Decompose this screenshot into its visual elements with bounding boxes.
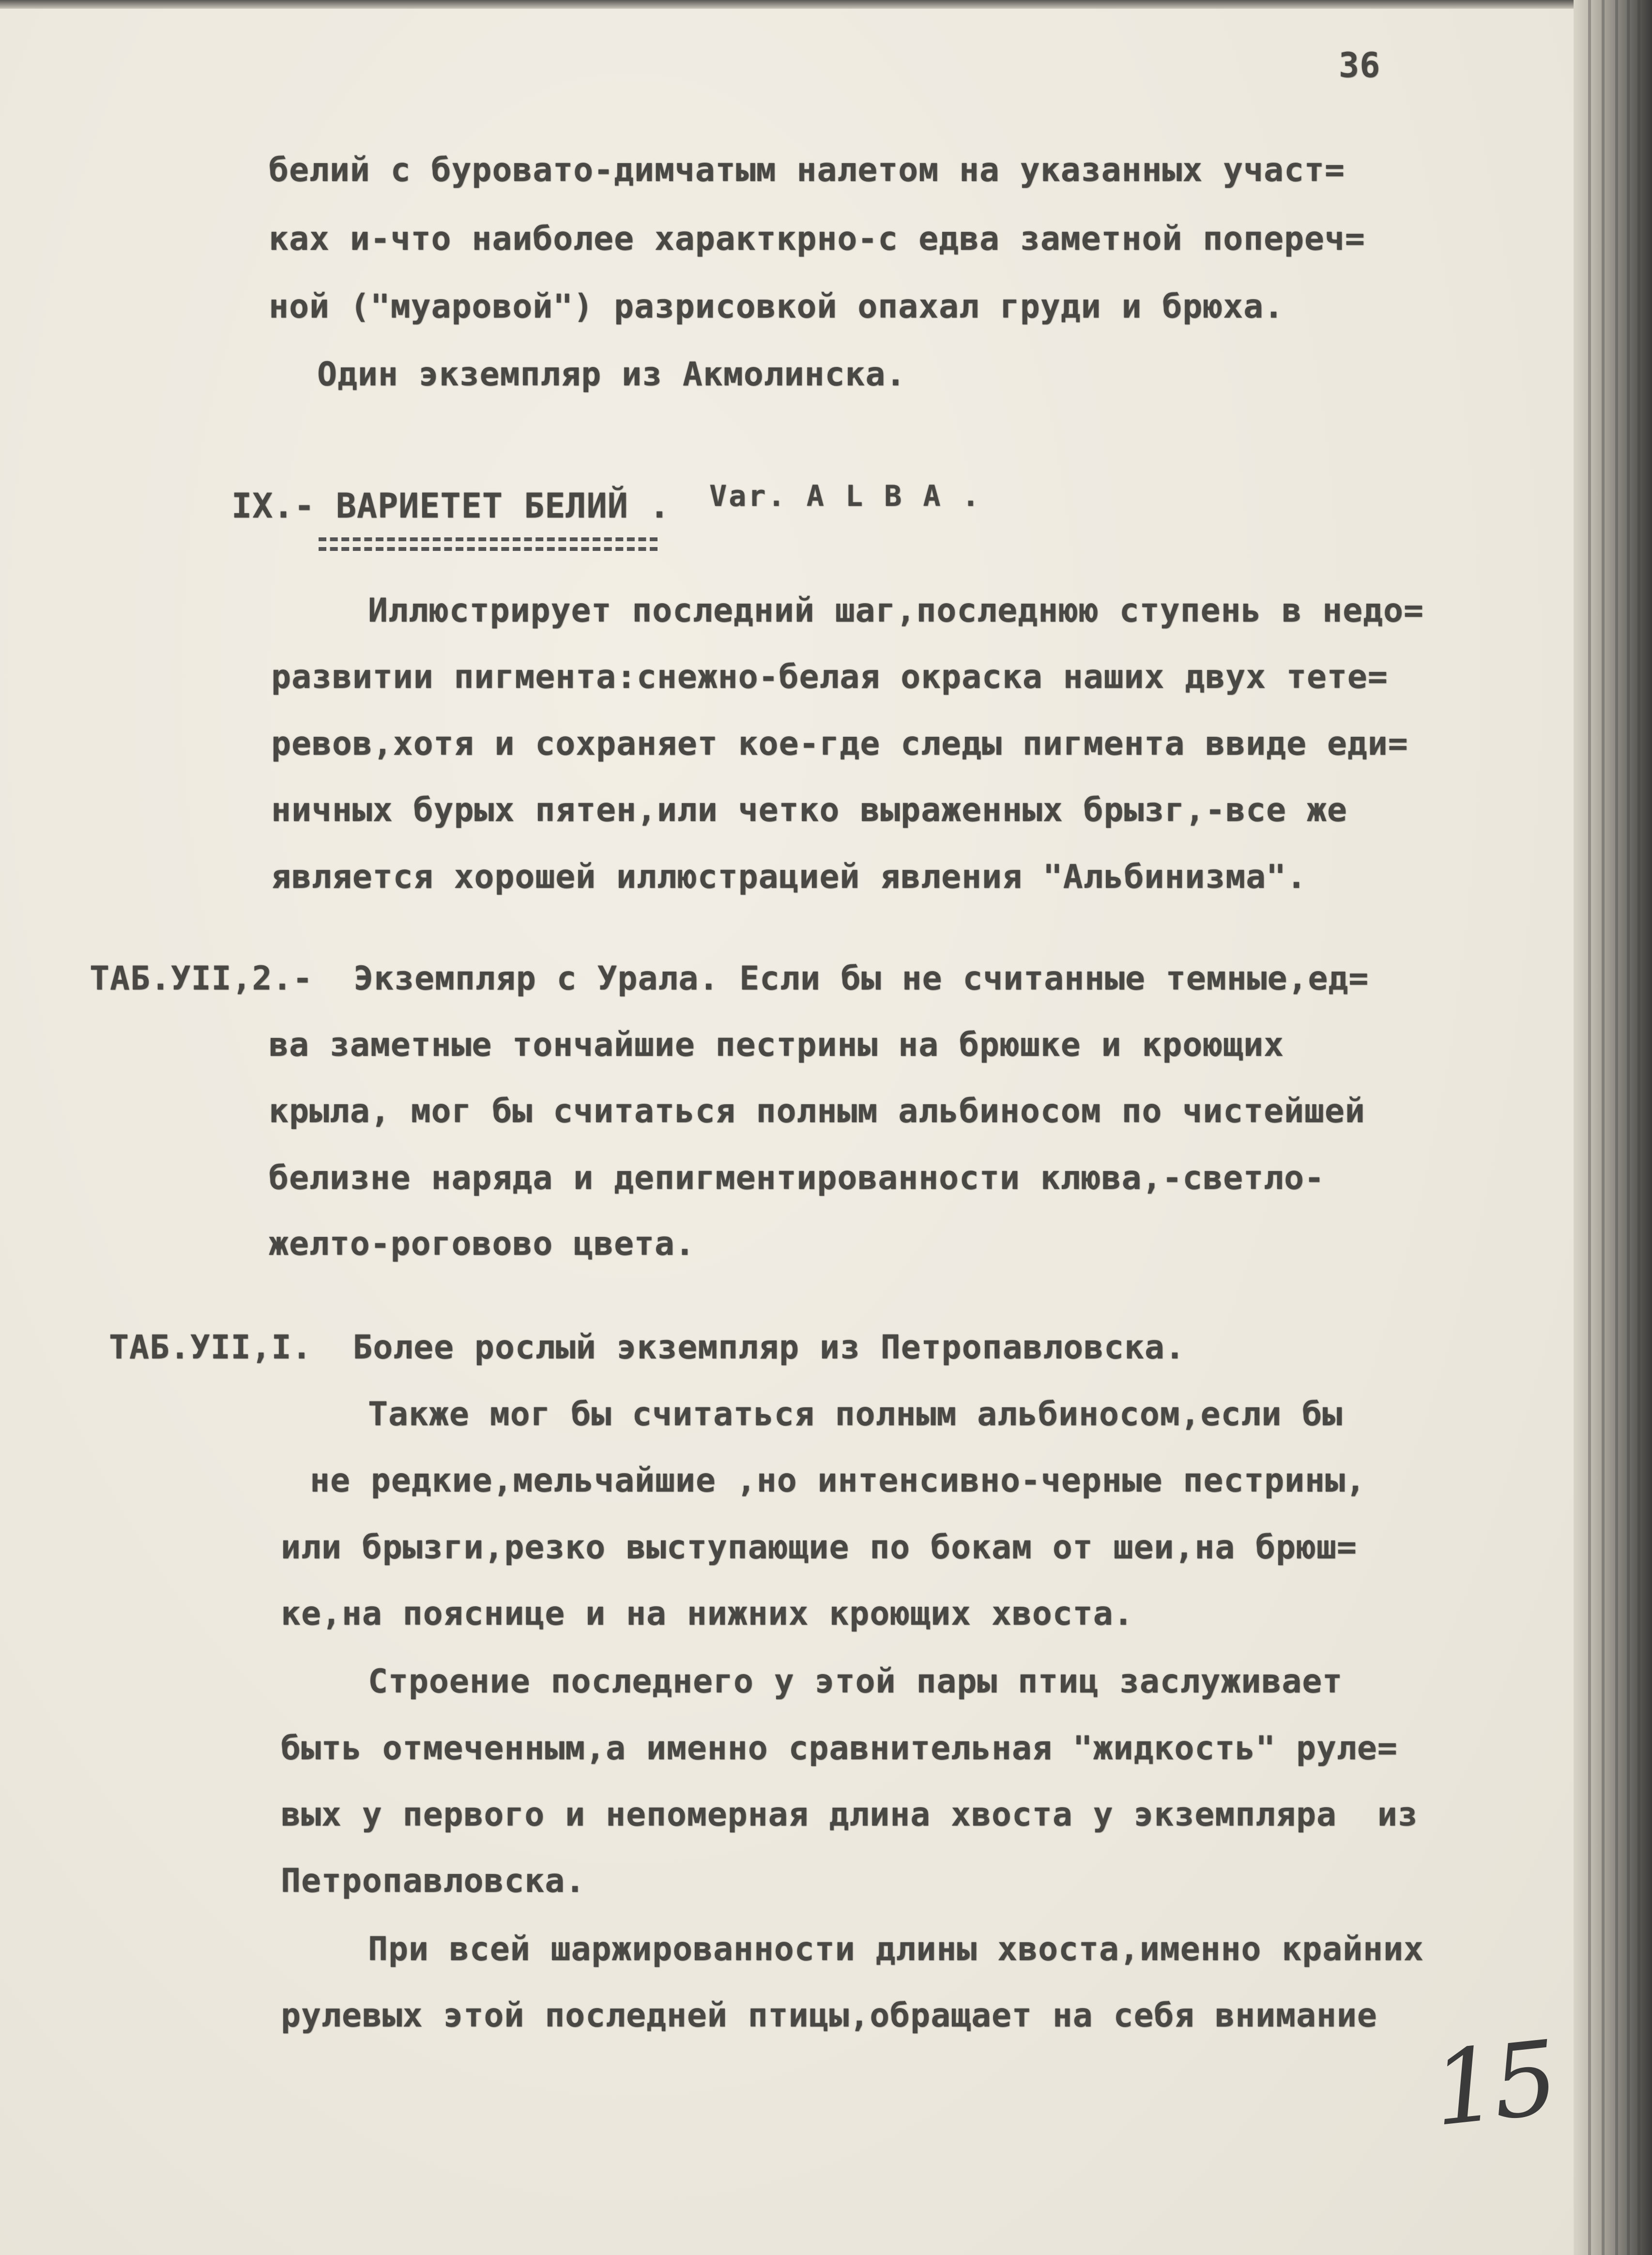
text-line-15: желто-роговово цвета. — [269, 1225, 695, 1263]
text-line-16: ТАБ.УII,I. Более рослый экземпляр из Петропавловска. — [109, 1328, 1185, 1367]
text-line-25: При всей шаржированности длины хвоста,именно крайних — [368, 1930, 1424, 1968]
text-line-13: крыла, мог бы считаться полным альбиносом по чистейшей — [269, 1092, 1365, 1130]
text-line-24: Петропавловска. — [281, 1862, 586, 1900]
scan-top-edge — [0, 0, 1574, 9]
text-line-7: развитии пигмента:снежно-белая окраска наших двух тете= — [271, 658, 1388, 696]
text-line-4: Один экземпляр из Акмолинска. — [317, 355, 906, 394]
text-line-14: белизне наряда и депигментированности клюва,-светло- — [269, 1159, 1325, 1197]
text-line-20: ке,на пояснице и на нижних кроющих хвоста. — [281, 1595, 1134, 1633]
text-line-10: является хорошей иллюстрацией явления "Альбинизма". — [271, 858, 1307, 896]
text-line-21: Строение последнего у этой пары птиц заслуживает — [368, 1662, 1343, 1701]
text-line-11: ТАБ.УII,2.- Экземпляр с Урала. Если бы не считанные темные,ед= — [90, 960, 1369, 998]
text-line-26: рулевых этой последней птицы,обращает на себя внимание — [281, 1996, 1377, 2035]
text-line-22: быть отмеченным,а именно сравнительная "жидкость" руле= — [281, 1729, 1398, 1767]
text-line-6: Иллюстрирует последний шаг,последнюю ступень в недо= — [368, 592, 1424, 630]
text-line-18: не редкие,мельчайшие ,но интенсивно-черные пестрины, — [310, 1462, 1366, 1500]
stacked-page-edges — [1574, 0, 1652, 2255]
text-line-1: белий с буровато-димчатым налетом на указанных участ= — [269, 151, 1345, 189]
text-line-8: ревов,хотя и сохраняет кое-где следы пигмента ввиде еди= — [271, 725, 1408, 763]
heading-double-underline — [319, 537, 658, 551]
handwritten-folio-number: 15 — [1427, 2018, 1559, 2149]
text-line-23: вых у первого и непомерная длина хвоста у экземпляра из — [281, 1796, 1418, 1834]
text-line-2: ках и-что наиболее характкрно-с едва заметной попереч= — [269, 220, 1365, 258]
text-line-17: Также мог бы считаться полным альбиносом,если бы — [368, 1395, 1343, 1433]
section-heading: IX.- ВАРИЕТЕТ БЕЛИЙ . — [231, 486, 671, 526]
text-line-3: ной ("муаровой") разрисовкой опахал груди и брюха. — [269, 288, 1284, 326]
text-line-19: или брызги,резко выступающие по бокам от шеи,на брюш= — [281, 1528, 1357, 1567]
section-heading-latin: Var. A L B A . — [709, 479, 981, 513]
text-line-9: ничных бурых пятен,или четко выраженных брызг,-все же — [271, 791, 1347, 829]
text-line-12: ва заметные тончайшие пестрины на брюшке и кроющих — [269, 1026, 1284, 1064]
page-number: 36 — [1339, 46, 1381, 85]
